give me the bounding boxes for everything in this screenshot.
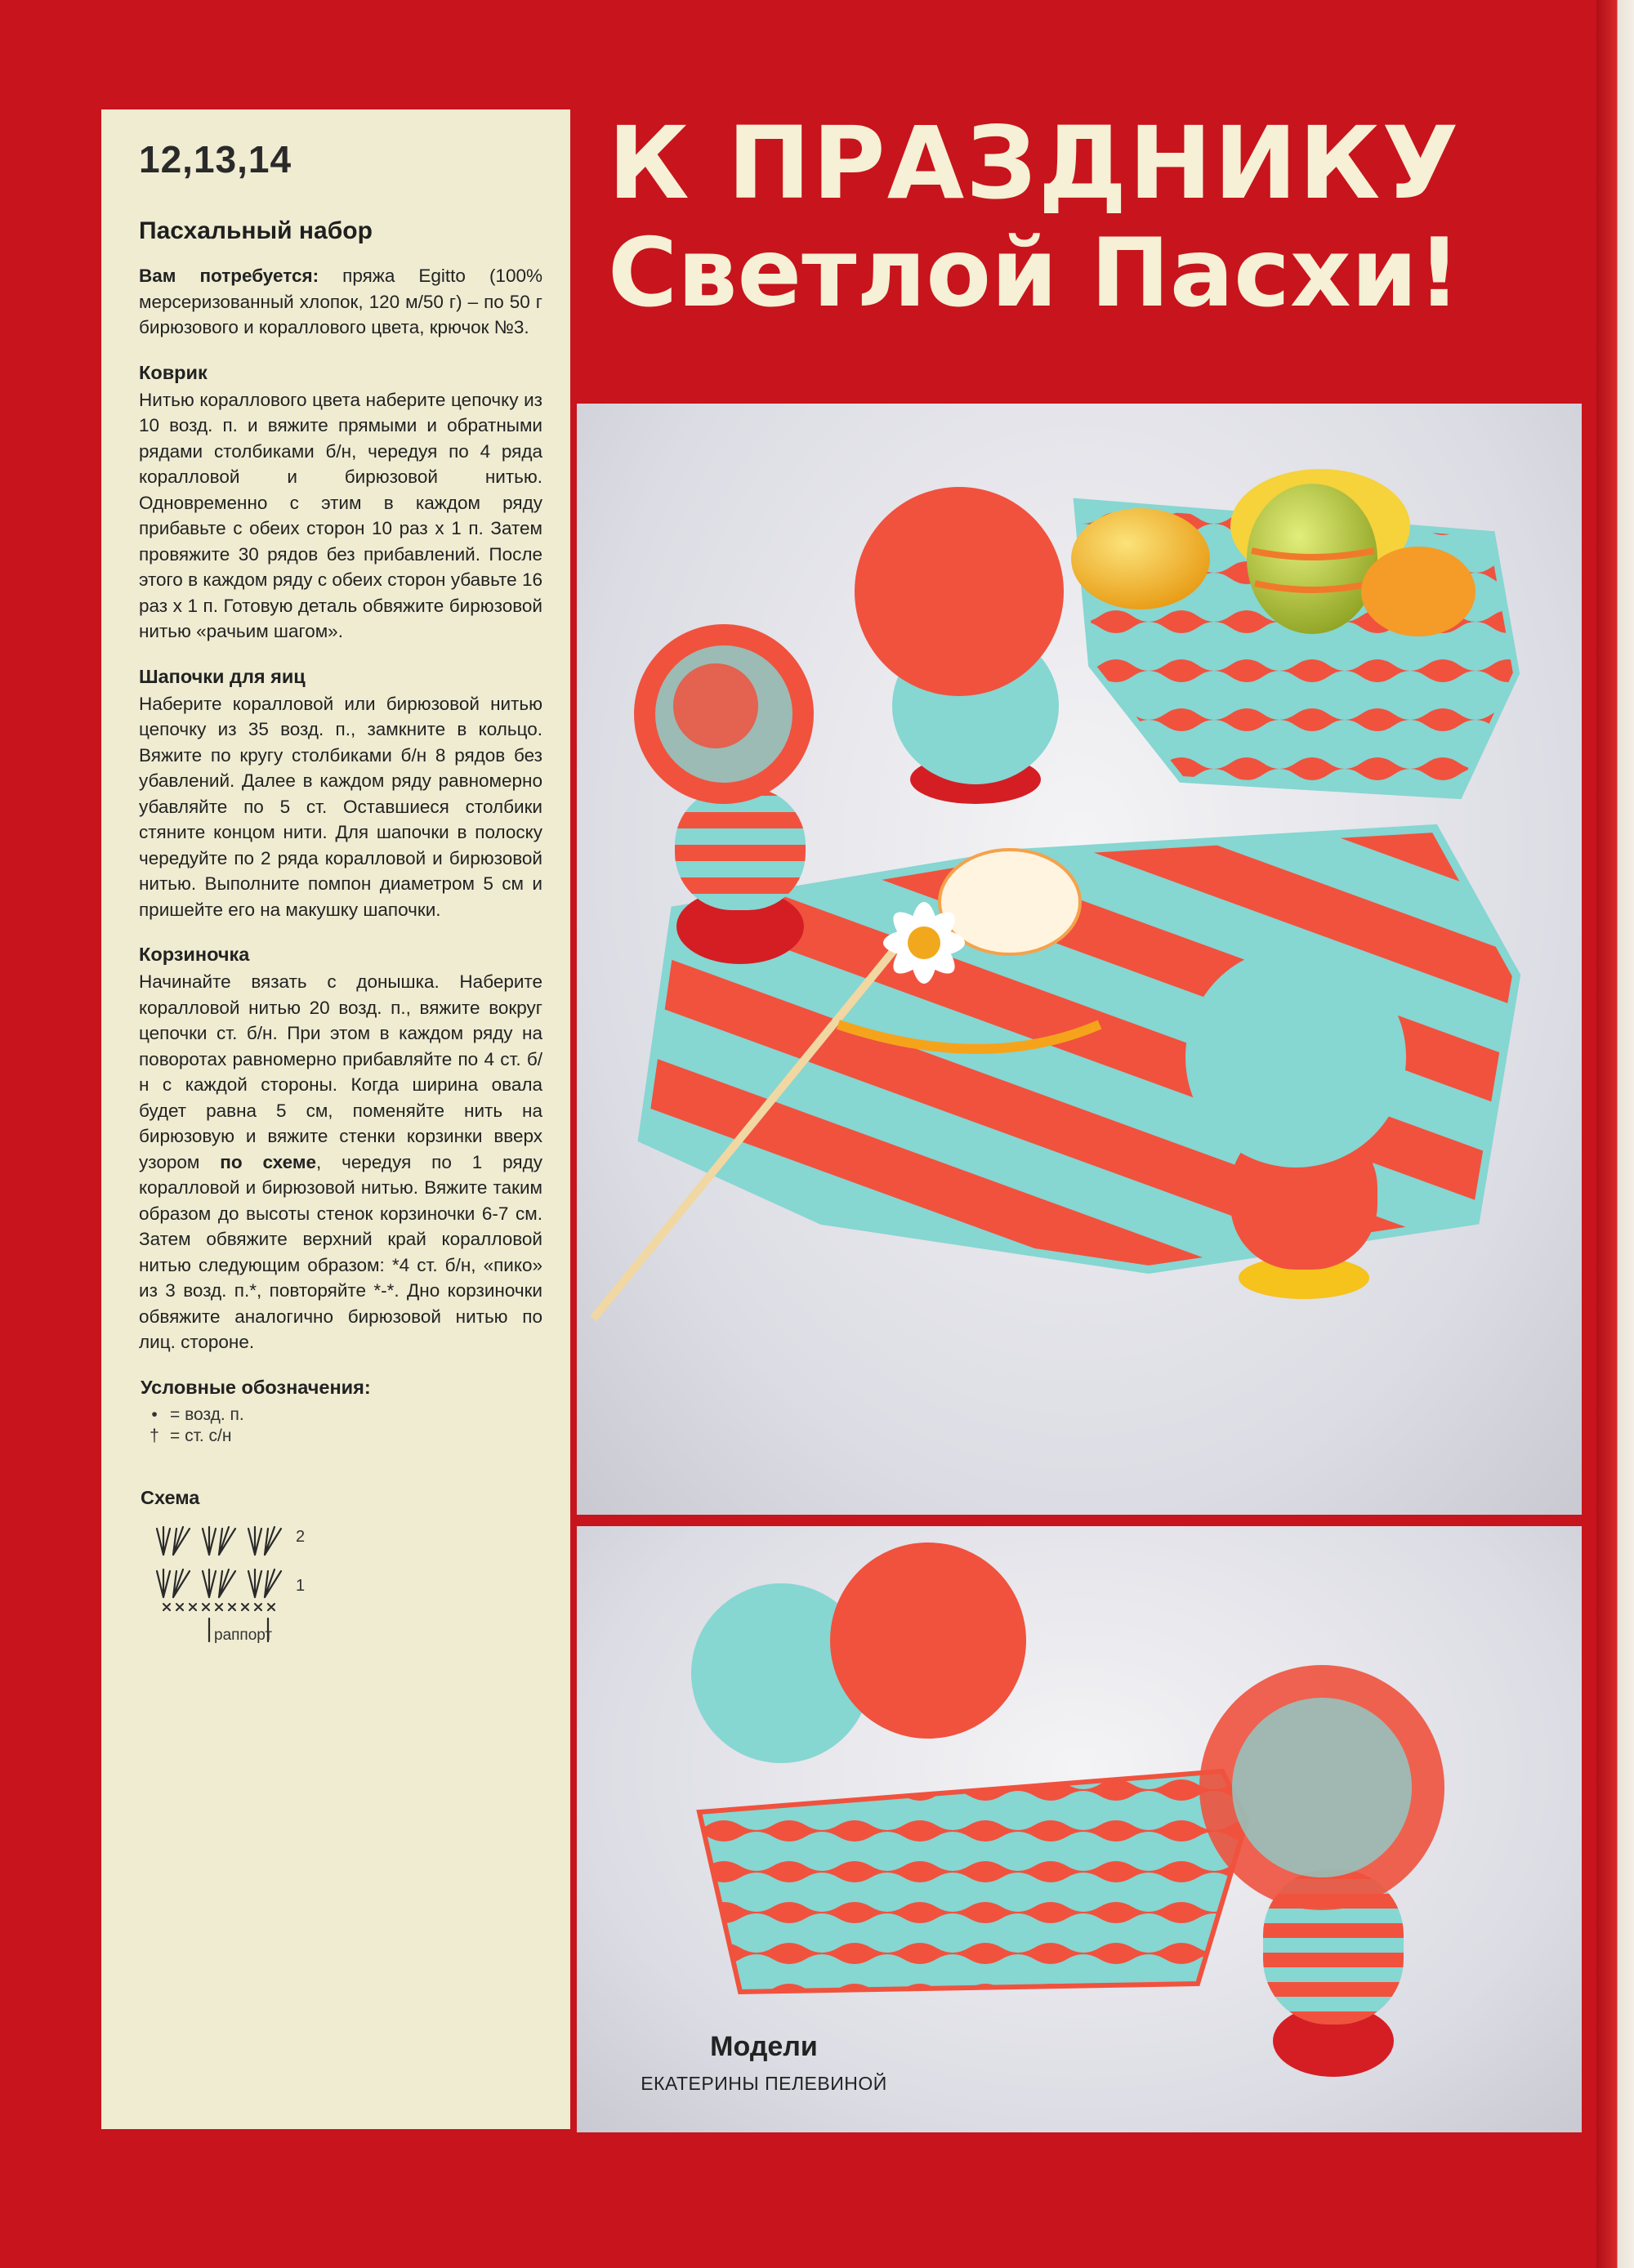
basket-text-part1: Начинайте вязать с донышка. Наберите коралловой нитью 20 возд. п., вяжите вокруг цепочки ст. б/н. При этом в каждом ряду на поворотах равномерно прибавляйте по 4 ст. б/н с каждой стороны. Когда ширина овала будет равна 5 см, поменяйте нить на бирюзовую и вяжите стенки корзинки вверх узором xyxy=(139,971,542,1172)
legend xyxy=(141,1377,542,1446)
crochet-chart-icon xyxy=(152,1517,446,1656)
schema-row-label: 2 xyxy=(296,1527,306,1546)
legend-title: Условные обозначения: xyxy=(141,1376,371,1398)
legend-item-dc xyxy=(145,1426,542,1446)
headline xyxy=(608,105,1547,329)
section-text-egg-hats: Наберите коралловой или бирюзовой нитью цепочку из 35 возд. п., замкните в кольцо. Вяжите по кругу столбиками б/н 8 рядов без убавлений. Далее в каждом ряду равномерно убавляйте по 5 ст. Оставшиеся столбики стяните концом нити. Для шапочки в полоску чередуйте по 2 ряда коралловой и бирюзовой нитью. Выполните помпон диаметром 5 см и пришейте его на макушку шапочки. xyxy=(139,693,542,920)
basket-text-part2: , чередуя по 1 ряду коралловой и бирюзовой нитью. Вяжите таким образом до высоты стенок корзиночки 6-7 см. Затем обвяжите верхний край коралловой нитью следующим образом: *4 ст. б/н, «пико» из 3 возд. п.*, повторяйте *-*. Дно корзиночки обвяжите аналогично бирюзовой нитью по лиц. стороне. xyxy=(139,1151,542,1352)
headline-line-2: Светлой Пасхи! xyxy=(608,218,1461,329)
issue-numbers: 12,13,14 xyxy=(139,138,292,181)
section-heading-basket: Корзиночка xyxy=(139,944,250,965)
legend-item-label: = ст. с/н xyxy=(170,1426,232,1445)
schema-repeat-label: раппорт xyxy=(214,1626,273,1644)
legend-item-chain xyxy=(145,1405,542,1425)
page-edge xyxy=(1596,0,1634,2268)
basket-text-bold: по схеме xyxy=(220,1151,317,1172)
materials-text: пряжа Egitto (100% мерсеризованный хлопок, 120 м/50 г) – по 50 г бирюзового и кораллового цвета, крючок №3. xyxy=(139,266,542,337)
photo-easter-set xyxy=(577,404,1582,1515)
section-heading-rug: Коврик xyxy=(139,361,208,383)
photo-caption xyxy=(605,2031,923,2095)
easter-set-illustration xyxy=(577,404,1582,1515)
chain-symbol-icon: • xyxy=(151,1404,158,1424)
instructions-panel xyxy=(101,109,570,2129)
section-text-basket xyxy=(139,969,542,1355)
section-text-rug: Нитью кораллового цвета наберите цепочку из 10 возд. п. и вяжите прямыми и обратными рядами столбиками б/н, чередуя по 4 ряда коралловой и бирюзовой нитью. Одновременно с этим в каждом ряду прибавьте с обеих сторон 10 раз х 1 п. Затем провяжите 30 рядов без прибавлений. После этого в каждом ряду с обеих сторон убавьте 16 раз х 1 п. Готовую деталь обвяжите бирюзовой нитью «рачьим шагом». xyxy=(139,389,542,641)
set-title: Пасхальный набор xyxy=(139,217,373,244)
caption-title: Модели xyxy=(710,2031,818,2062)
section-heading-egg-hats: Шапочки для яиц xyxy=(139,665,306,687)
schema-row-label: 1 xyxy=(296,1576,306,1595)
legend-item-label: = возд. п. xyxy=(170,1404,244,1424)
schema-title: Схема xyxy=(141,1486,200,1508)
crochet-chart xyxy=(152,1517,542,1660)
double-crochet-symbol-icon: † xyxy=(150,1426,159,1445)
materials-label: Вам потребуется: xyxy=(139,266,319,286)
caption-author: ЕКАТЕРИНЫ ПЕЛЕВИНОЙ xyxy=(641,2073,887,2094)
headline-line-1: К ПРАЗДНИКУ xyxy=(608,105,1461,221)
materials-paragraph xyxy=(139,263,542,341)
